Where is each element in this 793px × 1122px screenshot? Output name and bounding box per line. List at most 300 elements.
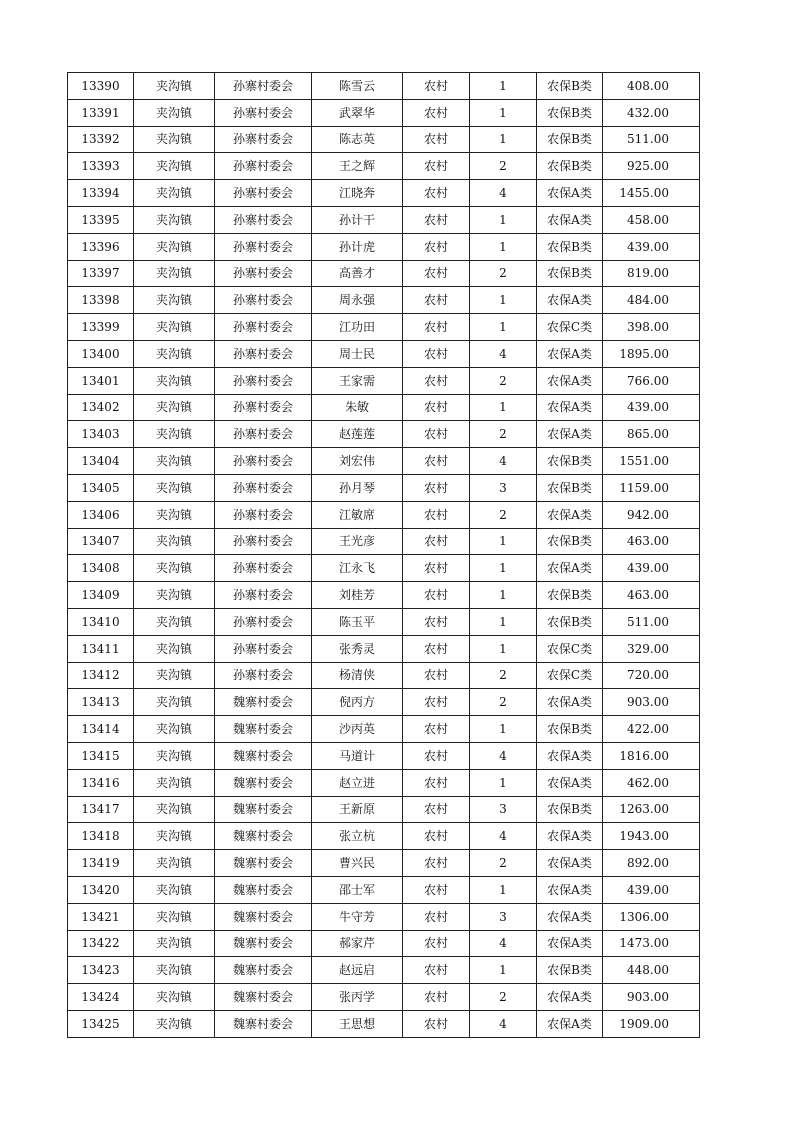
amount-cell: 439.00: [603, 876, 700, 903]
insurance-class-cell: 农保C类: [537, 635, 603, 662]
amount-cell: 458.00: [603, 206, 700, 233]
town-cell: 夹沟镇: [134, 823, 215, 850]
amount-cell: 1159.00: [603, 474, 700, 501]
insurance-class-cell: 农保A类: [537, 1010, 603, 1037]
table-row: [68, 73, 700, 100]
amount-cell: 448.00: [603, 957, 700, 984]
town-cell: 夹沟镇: [134, 689, 215, 716]
town-cell: 夹沟镇: [134, 555, 215, 582]
town-cell: 夹沟镇: [134, 448, 215, 475]
amount-cell: 398.00: [603, 314, 700, 341]
village-committee-cell: 孙寨村委会: [215, 448, 312, 475]
record-id-cell: 13414: [68, 716, 134, 743]
village-committee-cell: 魏寨村委会: [215, 796, 312, 823]
table-body: [68, 73, 700, 1038]
village-committee-cell: 孙寨村委会: [215, 73, 312, 100]
household-size-cell: 1: [470, 769, 537, 796]
household-size-cell: 1: [470, 314, 537, 341]
town-cell: 夹沟镇: [134, 99, 215, 126]
household-size-cell: 1: [470, 394, 537, 421]
village-committee-cell: 魏寨村委会: [215, 742, 312, 769]
household-size-cell: 2: [470, 662, 537, 689]
person-name-cell: 王之辉: [312, 153, 403, 180]
village-committee-cell: 孙寨村委会: [215, 421, 312, 448]
table-row: [68, 1010, 700, 1037]
household-size-cell: 4: [470, 742, 537, 769]
amount-cell: 1455.00: [603, 180, 700, 207]
insurance-class-cell: 农保B类: [537, 126, 603, 153]
village-committee-cell: 魏寨村委会: [215, 769, 312, 796]
insurance-class-cell: 农保A类: [537, 394, 603, 421]
insurance-class-cell: 农保B类: [537, 582, 603, 609]
person-name-cell: 江晓奔: [312, 180, 403, 207]
household-size-cell: 1: [470, 608, 537, 635]
insurance-class-cell: 农保B类: [537, 73, 603, 100]
table-row: [68, 99, 700, 126]
person-name-cell: 赵远启: [312, 957, 403, 984]
table-row: [68, 930, 700, 957]
amount-cell: 463.00: [603, 528, 700, 555]
table-row: [68, 314, 700, 341]
insurance-class-cell: 农保B类: [537, 716, 603, 743]
person-name-cell: 张丙学: [312, 984, 403, 1011]
person-name-cell: 王光彦: [312, 528, 403, 555]
record-id-cell: 13405: [68, 474, 134, 501]
household-size-cell: 1: [470, 73, 537, 100]
amount-cell: 1895.00: [603, 340, 700, 367]
insurance-class-cell: 农保A类: [537, 903, 603, 930]
person-name-cell: 陈玉平: [312, 608, 403, 635]
record-id-cell: 13412: [68, 662, 134, 689]
area-type-cell: 农村: [403, 769, 470, 796]
person-name-cell: 赵立进: [312, 769, 403, 796]
record-id-cell: 13408: [68, 555, 134, 582]
area-type-cell: 农村: [403, 260, 470, 287]
record-id-cell: 13400: [68, 340, 134, 367]
amount-cell: 329.00: [603, 635, 700, 662]
village-committee-cell: 孙寨村委会: [215, 233, 312, 260]
town-cell: 夹沟镇: [134, 474, 215, 501]
household-size-cell: 4: [470, 1010, 537, 1037]
area-type-cell: 农村: [403, 421, 470, 448]
town-cell: 夹沟镇: [134, 930, 215, 957]
area-type-cell: 农村: [403, 340, 470, 367]
record-id-cell: 13415: [68, 742, 134, 769]
person-name-cell: 郝家芹: [312, 930, 403, 957]
record-id-cell: 13394: [68, 180, 134, 207]
town-cell: 夹沟镇: [134, 206, 215, 233]
village-committee-cell: 孙寨村委会: [215, 367, 312, 394]
amount-cell: 892.00: [603, 850, 700, 877]
amount-cell: 903.00: [603, 984, 700, 1011]
area-type-cell: 农村: [403, 608, 470, 635]
table-row: [68, 769, 700, 796]
person-name-cell: 孙计干: [312, 206, 403, 233]
insurance-class-cell: 农保A类: [537, 689, 603, 716]
amount-cell: 1943.00: [603, 823, 700, 850]
area-type-cell: 农村: [403, 823, 470, 850]
table-row: [68, 903, 700, 930]
person-name-cell: 王思想: [312, 1010, 403, 1037]
table-row: [68, 582, 700, 609]
village-committee-cell: 魏寨村委会: [215, 903, 312, 930]
insurance-class-cell: 农保B类: [537, 153, 603, 180]
record-id-cell: 13422: [68, 930, 134, 957]
area-type-cell: 农村: [403, 930, 470, 957]
area-type-cell: 农村: [403, 984, 470, 1011]
household-size-cell: 1: [470, 99, 537, 126]
town-cell: 夹沟镇: [134, 769, 215, 796]
town-cell: 夹沟镇: [134, 903, 215, 930]
amount-cell: 819.00: [603, 260, 700, 287]
household-size-cell: 2: [470, 260, 537, 287]
amount-cell: 903.00: [603, 689, 700, 716]
record-id-cell: 13397: [68, 260, 134, 287]
amount-cell: 439.00: [603, 233, 700, 260]
household-size-cell: 4: [470, 180, 537, 207]
village-committee-cell: 孙寨村委会: [215, 126, 312, 153]
town-cell: 夹沟镇: [134, 796, 215, 823]
record-id-cell: 13393: [68, 153, 134, 180]
table-row: [68, 206, 700, 233]
table-row: [68, 340, 700, 367]
table-row: [68, 180, 700, 207]
person-name-cell: 陈雪云: [312, 73, 403, 100]
area-type-cell: 农村: [403, 903, 470, 930]
record-id-cell: 13390: [68, 73, 134, 100]
village-committee-cell: 孙寨村委会: [215, 635, 312, 662]
area-type-cell: 农村: [403, 99, 470, 126]
town-cell: 夹沟镇: [134, 153, 215, 180]
town-cell: 夹沟镇: [134, 635, 215, 662]
household-size-cell: 2: [470, 850, 537, 877]
village-committee-cell: 魏寨村委会: [215, 850, 312, 877]
area-type-cell: 农村: [403, 153, 470, 180]
town-cell: 夹沟镇: [134, 421, 215, 448]
village-committee-cell: 孙寨村委会: [215, 582, 312, 609]
record-id-cell: 13425: [68, 1010, 134, 1037]
person-name-cell: 江敏席: [312, 501, 403, 528]
town-cell: 夹沟镇: [134, 180, 215, 207]
amount-cell: 408.00: [603, 73, 700, 100]
person-name-cell: 沙丙英: [312, 716, 403, 743]
household-size-cell: 3: [470, 903, 537, 930]
area-type-cell: 农村: [403, 1010, 470, 1037]
area-type-cell: 农村: [403, 957, 470, 984]
household-size-cell: 4: [470, 448, 537, 475]
household-size-cell: 1: [470, 233, 537, 260]
person-name-cell: 陈志英: [312, 126, 403, 153]
record-id-cell: 13409: [68, 582, 134, 609]
area-type-cell: 农村: [403, 796, 470, 823]
amount-cell: 422.00: [603, 716, 700, 743]
amount-cell: 463.00: [603, 582, 700, 609]
town-cell: 夹沟镇: [134, 314, 215, 341]
table-row: [68, 689, 700, 716]
area-type-cell: 农村: [403, 635, 470, 662]
insurance-class-cell: 农保A类: [537, 555, 603, 582]
table-row: [68, 823, 700, 850]
area-type-cell: 农村: [403, 528, 470, 555]
household-size-cell: 4: [470, 340, 537, 367]
person-name-cell: 曹兴民: [312, 850, 403, 877]
table-row: [68, 260, 700, 287]
household-size-cell: 1: [470, 126, 537, 153]
table-row: [68, 528, 700, 555]
amount-cell: 432.00: [603, 99, 700, 126]
household-size-cell: 1: [470, 635, 537, 662]
area-type-cell: 农村: [403, 662, 470, 689]
table-row: [68, 608, 700, 635]
record-id-cell: 13401: [68, 367, 134, 394]
table-row: [68, 796, 700, 823]
insurance-class-cell: 农保B类: [537, 260, 603, 287]
area-type-cell: 农村: [403, 555, 470, 582]
insurance-class-cell: 农保A类: [537, 367, 603, 394]
household-size-cell: 2: [470, 367, 537, 394]
area-type-cell: 农村: [403, 394, 470, 421]
person-name-cell: 邵士军: [312, 876, 403, 903]
town-cell: 夹沟镇: [134, 582, 215, 609]
record-id-cell: 13410: [68, 608, 134, 635]
person-name-cell: 朱敏: [312, 394, 403, 421]
record-id-cell: 13404: [68, 448, 134, 475]
household-size-cell: 2: [470, 421, 537, 448]
record-id-cell: 13418: [68, 823, 134, 850]
household-size-cell: 1: [470, 876, 537, 903]
amount-cell: 511.00: [603, 608, 700, 635]
area-type-cell: 农村: [403, 126, 470, 153]
town-cell: 夹沟镇: [134, 126, 215, 153]
record-id-cell: 13399: [68, 314, 134, 341]
household-size-cell: 1: [470, 716, 537, 743]
table-row: [68, 716, 700, 743]
village-committee-cell: 孙寨村委会: [215, 153, 312, 180]
insurance-class-cell: 农保A类: [537, 421, 603, 448]
amount-cell: 1263.00: [603, 796, 700, 823]
village-committee-cell: 魏寨村委会: [215, 716, 312, 743]
village-committee-cell: 孙寨村委会: [215, 608, 312, 635]
person-name-cell: 孙计虎: [312, 233, 403, 260]
record-id-cell: 13423: [68, 957, 134, 984]
table-row: [68, 421, 700, 448]
town-cell: 夹沟镇: [134, 742, 215, 769]
insurance-class-cell: 农保A类: [537, 823, 603, 850]
area-type-cell: 农村: [403, 287, 470, 314]
area-type-cell: 农村: [403, 206, 470, 233]
village-committee-cell: 魏寨村委会: [215, 930, 312, 957]
area-type-cell: 农村: [403, 501, 470, 528]
village-committee-cell: 孙寨村委会: [215, 394, 312, 421]
table-row: [68, 876, 700, 903]
amount-cell: 720.00: [603, 662, 700, 689]
table-row: [68, 555, 700, 582]
table-row: [68, 501, 700, 528]
insurance-class-cell: 农保B类: [537, 608, 603, 635]
village-committee-cell: 孙寨村委会: [215, 555, 312, 582]
insurance-class-cell: 农保A类: [537, 180, 603, 207]
area-type-cell: 农村: [403, 742, 470, 769]
household-size-cell: 4: [470, 930, 537, 957]
table-row: [68, 126, 700, 153]
table-row: [68, 233, 700, 260]
village-committee-cell: 孙寨村委会: [215, 314, 312, 341]
person-name-cell: 牛守芳: [312, 903, 403, 930]
household-size-cell: 1: [470, 957, 537, 984]
household-size-cell: 2: [470, 153, 537, 180]
town-cell: 夹沟镇: [134, 957, 215, 984]
area-type-cell: 农村: [403, 233, 470, 260]
insurance-class-cell: 农保A类: [537, 984, 603, 1011]
record-id-cell: 13417: [68, 796, 134, 823]
person-name-cell: 刘桂芳: [312, 582, 403, 609]
town-cell: 夹沟镇: [134, 528, 215, 555]
area-type-cell: 农村: [403, 314, 470, 341]
insurance-class-cell: 农保C类: [537, 662, 603, 689]
amount-cell: 942.00: [603, 501, 700, 528]
person-name-cell: 王家需: [312, 367, 403, 394]
record-id-cell: 13406: [68, 501, 134, 528]
amount-cell: 766.00: [603, 367, 700, 394]
town-cell: 夹沟镇: [134, 662, 215, 689]
person-name-cell: 马道计: [312, 742, 403, 769]
village-committee-cell: 孙寨村委会: [215, 501, 312, 528]
record-id-cell: 13424: [68, 984, 134, 1011]
village-committee-cell: 孙寨村委会: [215, 180, 312, 207]
insurance-class-cell: 农保B类: [537, 528, 603, 555]
amount-cell: 1306.00: [603, 903, 700, 930]
amount-cell: 511.00: [603, 126, 700, 153]
household-size-cell: 1: [470, 555, 537, 582]
table-row: [68, 984, 700, 1011]
person-name-cell: 王新原: [312, 796, 403, 823]
town-cell: 夹沟镇: [134, 233, 215, 260]
area-type-cell: 农村: [403, 448, 470, 475]
town-cell: 夹沟镇: [134, 73, 215, 100]
record-id-cell: 13396: [68, 233, 134, 260]
amount-cell: 1816.00: [603, 742, 700, 769]
table-row: [68, 662, 700, 689]
amount-cell: 439.00: [603, 555, 700, 582]
person-name-cell: 张秀灵: [312, 635, 403, 662]
insurance-class-cell: 农保B类: [537, 957, 603, 984]
insurance-class-cell: 农保A类: [537, 501, 603, 528]
village-committee-cell: 孙寨村委会: [215, 287, 312, 314]
insurance-class-cell: 农保C类: [537, 314, 603, 341]
household-size-cell: 3: [470, 796, 537, 823]
table-row: [68, 448, 700, 475]
record-id-cell: 13416: [68, 769, 134, 796]
insurance-class-cell: 农保A类: [537, 769, 603, 796]
amount-cell: 1909.00: [603, 1010, 700, 1037]
table-row: [68, 850, 700, 877]
village-committee-cell: 魏寨村委会: [215, 984, 312, 1011]
person-name-cell: 周永强: [312, 287, 403, 314]
records-table: [67, 72, 700, 1038]
village-committee-cell: 魏寨村委会: [215, 1010, 312, 1037]
town-cell: 夹沟镇: [134, 394, 215, 421]
town-cell: 夹沟镇: [134, 501, 215, 528]
town-cell: 夹沟镇: [134, 850, 215, 877]
insurance-class-cell: 农保A类: [537, 930, 603, 957]
table-row: [68, 367, 700, 394]
household-size-cell: 2: [470, 689, 537, 716]
person-name-cell: 武翠华: [312, 99, 403, 126]
household-size-cell: 1: [470, 528, 537, 555]
area-type-cell: 农村: [403, 180, 470, 207]
amount-cell: 462.00: [603, 769, 700, 796]
table-row: [68, 742, 700, 769]
town-cell: 夹沟镇: [134, 287, 215, 314]
person-name-cell: 孙月琴: [312, 474, 403, 501]
town-cell: 夹沟镇: [134, 608, 215, 635]
person-name-cell: 高善才: [312, 260, 403, 287]
village-committee-cell: 魏寨村委会: [215, 876, 312, 903]
insurance-class-cell: 农保A类: [537, 340, 603, 367]
person-name-cell: 江功田: [312, 314, 403, 341]
person-name-cell: 杨清侠: [312, 662, 403, 689]
table-row: [68, 153, 700, 180]
amount-cell: 1551.00: [603, 448, 700, 475]
record-id-cell: 13392: [68, 126, 134, 153]
area-type-cell: 农村: [403, 73, 470, 100]
household-size-cell: 4: [470, 823, 537, 850]
insurance-class-cell: 农保B类: [537, 233, 603, 260]
household-size-cell: 2: [470, 984, 537, 1011]
record-id-cell: 13391: [68, 99, 134, 126]
insurance-class-cell: 农保A类: [537, 206, 603, 233]
record-id-cell: 13398: [68, 287, 134, 314]
insurance-class-cell: 农保B类: [537, 448, 603, 475]
person-name-cell: 刘宏伟: [312, 448, 403, 475]
village-committee-cell: 孙寨村委会: [215, 99, 312, 126]
person-name-cell: 张立杭: [312, 823, 403, 850]
area-type-cell: 农村: [403, 367, 470, 394]
village-committee-cell: 魏寨村委会: [215, 957, 312, 984]
insurance-class-cell: 农保A类: [537, 742, 603, 769]
table-row: [68, 474, 700, 501]
area-type-cell: 农村: [403, 850, 470, 877]
village-committee-cell: 孙寨村委会: [215, 206, 312, 233]
table-row: [68, 957, 700, 984]
area-type-cell: 农村: [403, 716, 470, 743]
table-row: [68, 635, 700, 662]
household-size-cell: 1: [470, 287, 537, 314]
record-id-cell: 13419: [68, 850, 134, 877]
town-cell: 夹沟镇: [134, 876, 215, 903]
village-committee-cell: 孙寨村委会: [215, 474, 312, 501]
person-name-cell: 江永飞: [312, 555, 403, 582]
insurance-class-cell: 农保B类: [537, 796, 603, 823]
insurance-class-cell: 农保B类: [537, 99, 603, 126]
area-type-cell: 农村: [403, 474, 470, 501]
town-cell: 夹沟镇: [134, 1010, 215, 1037]
village-committee-cell: 孙寨村委会: [215, 662, 312, 689]
insurance-class-cell: 农保A类: [537, 287, 603, 314]
insurance-class-cell: 农保A类: [537, 876, 603, 903]
area-type-cell: 农村: [403, 689, 470, 716]
amount-cell: 925.00: [603, 153, 700, 180]
record-id-cell: 13407: [68, 528, 134, 555]
area-type-cell: 农村: [403, 876, 470, 903]
village-committee-cell: 孙寨村委会: [215, 528, 312, 555]
person-name-cell: 赵莲莲: [312, 421, 403, 448]
town-cell: 夹沟镇: [134, 367, 215, 394]
household-size-cell: 1: [470, 206, 537, 233]
record-id-cell: 13403: [68, 421, 134, 448]
insurance-class-cell: 农保A类: [537, 850, 603, 877]
village-committee-cell: 魏寨村委会: [215, 689, 312, 716]
